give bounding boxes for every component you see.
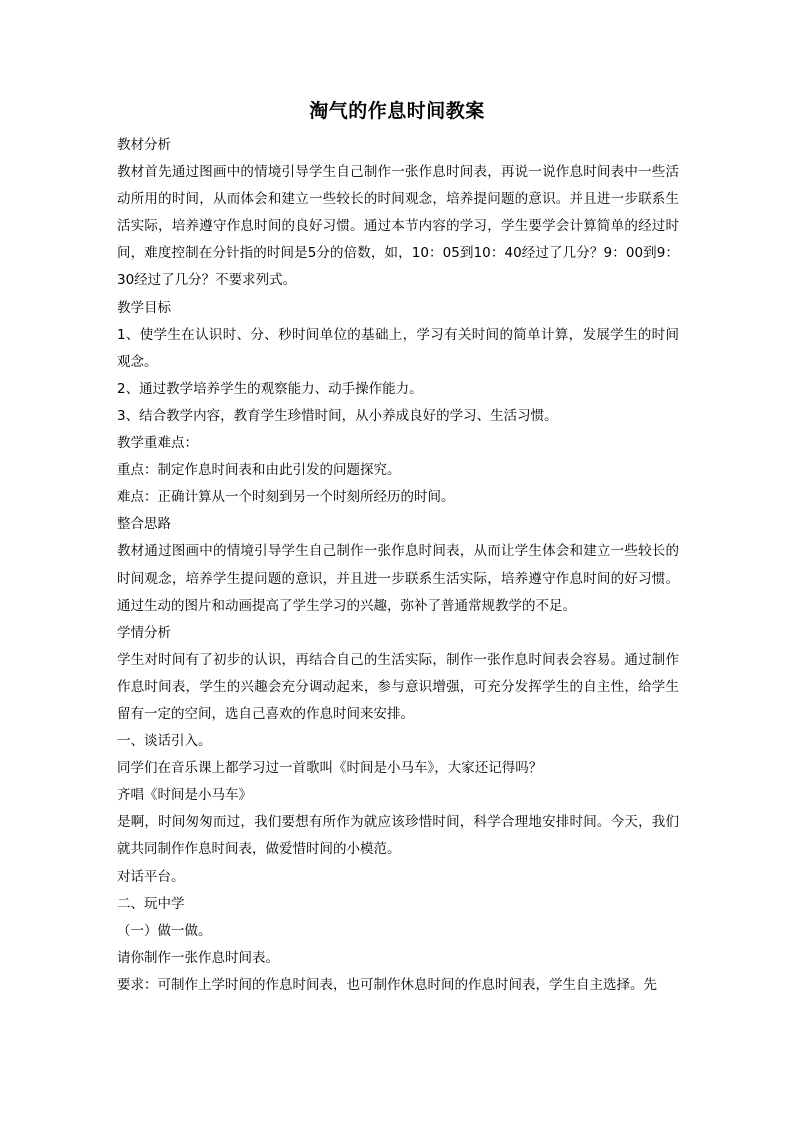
paragraph: 重点：制定作息时间表和由此引发的问题探究。 <box>117 462 401 479</box>
paragraph: 2、通过教学培养学生的观察能力、动手操作能力。 <box>117 380 423 397</box>
paragraph: 要求：可制作上学时间的作息时间表，也可制作休息时间的作息时间表，学生自主选择。先 <box>117 976 657 993</box>
paragraph: 齐唱《时间是小马车》 <box>117 787 252 804</box>
sub-heading: （一）做一做。 <box>117 922 212 939</box>
document-title: 淘气的作息时间教案 <box>309 100 485 122</box>
paragraph: 教材首先通过图画中的情境引导学生自己制作一张作息时间表，再说一说作息时间表中一些活动所用的时间，从而体会和建立一些较长的时间观念，培养提问题的意识。并且进一步联系生活实际，培养遵守作息时间的良好习惯。通过本节内容的学习，学生要学会计算简单的经过时间，难度控制在分针指的时间是5分的倍数，如，10：05到10：40经过了几分？9：00到9：30经过了几分？不要求列式。 <box>117 164 679 289</box>
paragraph: 对话平台。 <box>117 868 185 885</box>
paragraph: 难点：正确计算从一个时刻到另一个时刻所经历的时间。 <box>117 489 455 506</box>
paragraph: 学生对时间有了初步的认识，再结合自己的生活实际，制作一张作息时间表会容易。通过制作作息时间表，学生的兴趣会充分调动起来，参与意识增强，可充分发挥学生的自主性，给学生留有一定的空间，选自己喜欢的作息时间来安排。 <box>117 651 679 722</box>
section-heading: 二、玩中学 <box>117 895 185 912</box>
section-heading: 教学重难点： <box>117 435 198 452</box>
paragraph: 3、结合教学内容，教育学生珍惜时间，从小养成良好的学习、生活习惯。 <box>117 407 558 424</box>
section-heading: 学情分析 <box>117 624 171 641</box>
paragraph: 教材通过图画中的情境引导学生自己制作一张作息时间表，从而让学生体会和建立一些较长的时间观念，培养学生提问题的意识，并且进一步联系生活实际，培养遵守作息时间的好习惯。通过生动的图片和动画提高了学生学习的兴趣，弥补了普通常规教学的不足。 <box>117 543 679 614</box>
section-heading: 整合思路 <box>117 516 171 533</box>
section-heading: 一、谈话引入。 <box>117 733 212 750</box>
paragraph: 请你制作一张作息时间表。 <box>117 949 279 966</box>
paragraph: 同学们在音乐课上都学习过一首歌叫《时间是小马车》，大家还记得吗？ <box>117 760 543 777</box>
section-heading: 教材分析 <box>117 137 171 153</box>
section-heading: 教学目标 <box>117 299 171 316</box>
paragraph: 1、使学生在认识时、分、秒时间单位的基础上，学习有关时间的简单计算，发展学生的时间观念。 <box>117 326 679 370</box>
paragraph: 是啊，时间匆匆而过，我们要想有所作为就应该珍惜时间，科学合理地安排时间。今天，我们就共同制作作息时间表，做爱惜时间的小模范。 <box>117 814 679 858</box>
document-body <box>117 132 679 999</box>
